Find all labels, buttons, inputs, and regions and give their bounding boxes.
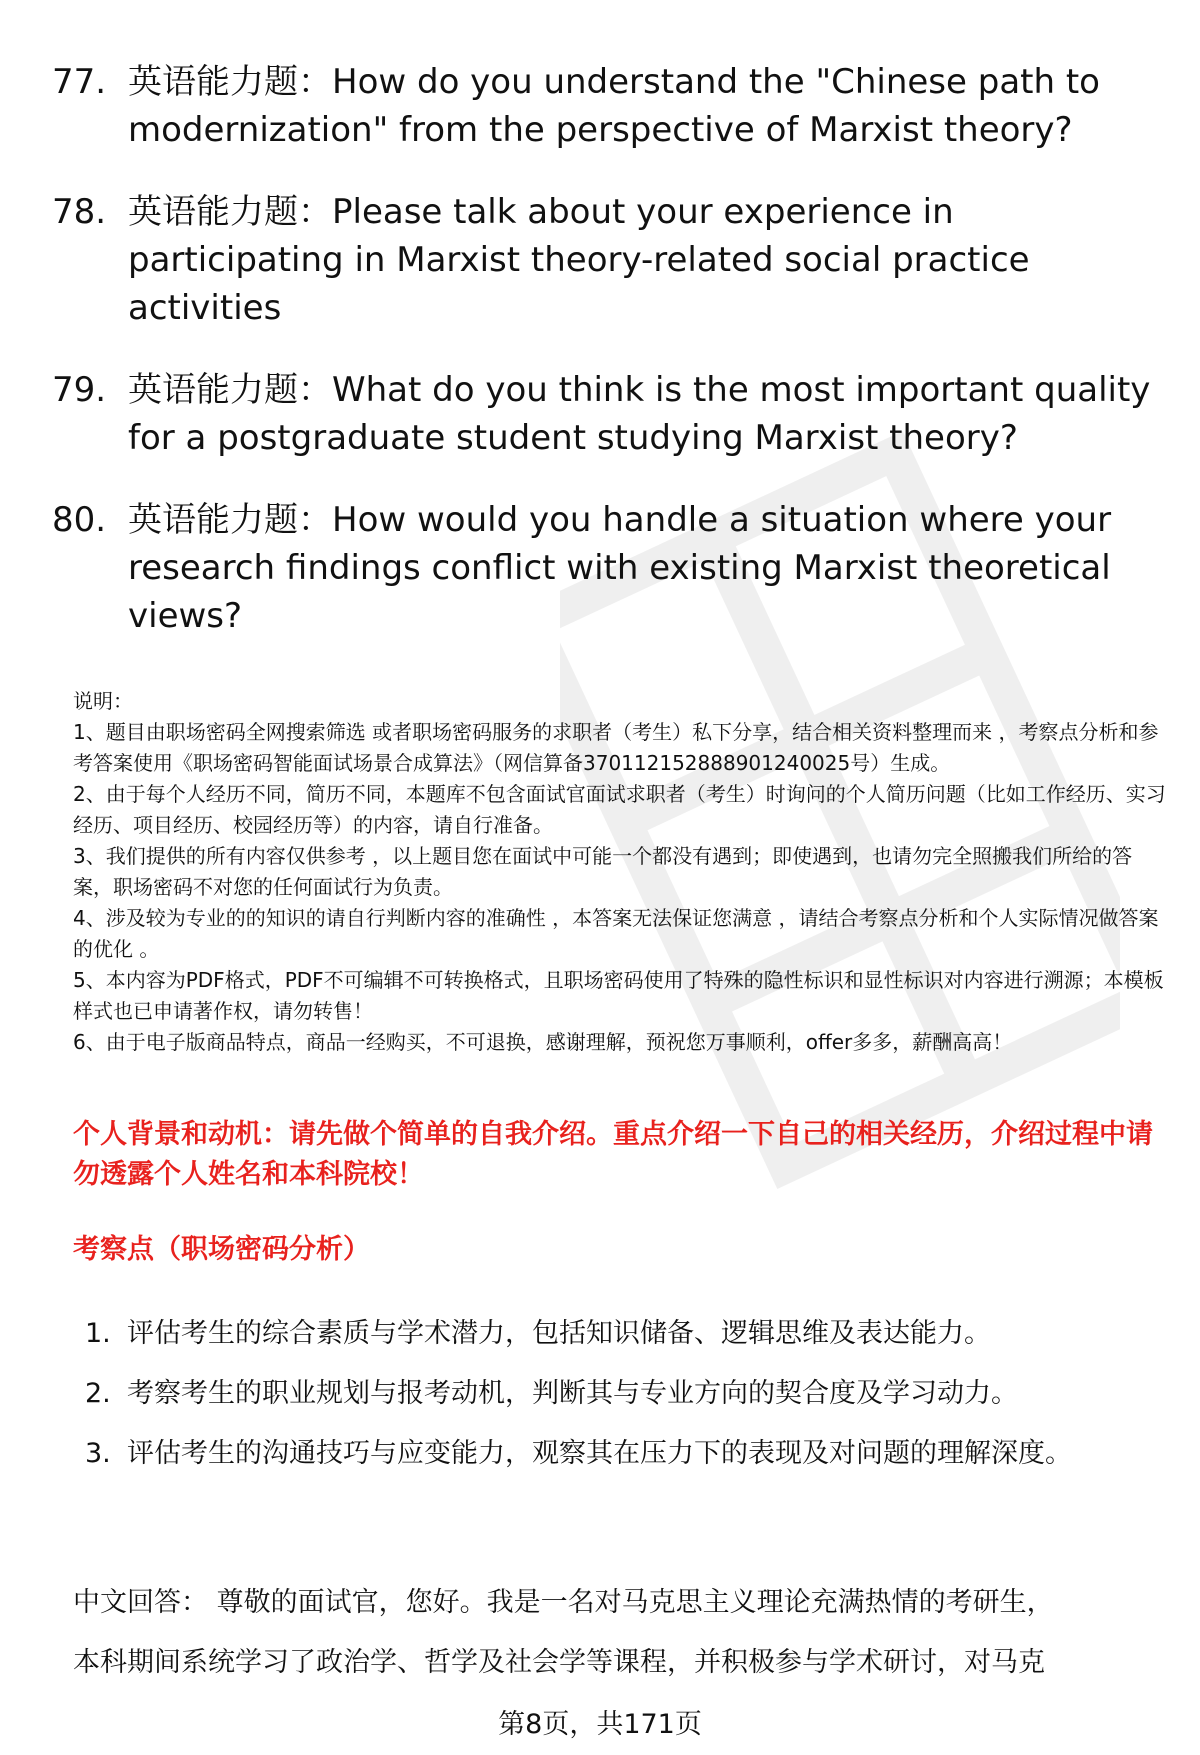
question-text: 英语能力题：How would you handle a situation where your research findings conflict with existing Marxist theoretical views? [128, 500, 1112, 636]
note-item: 2、由于每个人经历不同，简历不同，本题库不包含面试官面试求职者（考生）时询问的个人简历问题（比如工作经历、实习经历、项目经历、校园经历等）的内容，请自行准备。 [73, 782, 1166, 837]
chinese-answer [73, 1573, 1163, 1693]
notes-title: 说明： [73, 689, 133, 713]
question-number: 78. [52, 192, 107, 232]
question-heading: 个人背景和动机：请先做个简单的自我介绍。重点介绍一下自己的相关经历，介绍过程中请勿透露个人姓名和本科院校！ [73, 1119, 1153, 1190]
question-item [52, 188, 1162, 332]
question-item [52, 496, 1162, 640]
note-item: 4、涉及较为专业的的知识的请自行判断内容的准确性 ，本答案无法保证您满意 ，请结合考察点分析和个人实际情况做答案的优化 。 [73, 906, 1159, 961]
question-number: 79. [52, 370, 107, 410]
point-text: 考察考生的职业规划与报考动机，判断其与专业方向的契合度及学习动力。 [127, 1378, 1018, 1409]
question-text: 英语能力题：How do you understand the "Chinese path to modernization" from the perspective of Marxist theory? [128, 62, 1100, 150]
analysis-point [85, 1364, 1165, 1424]
question-number: 77. [52, 62, 107, 102]
question-item [52, 366, 1162, 462]
analysis-points [85, 1304, 1165, 1484]
question-list [52, 58, 1162, 674]
question-text: 英语能力题：Please talk about your experience in participating in Marxist theory-related social practice activities [128, 192, 1030, 328]
question-number: 80. [52, 500, 107, 540]
point-number: 2. [85, 1378, 111, 1409]
page-footer: 第8页，共171页 [498, 1709, 702, 1740]
question-text: 英语能力题：What do you think is the most important quality for a postgraduate student studying Marxist theory? [128, 370, 1151, 458]
point-number: 1. [85, 1318, 111, 1349]
answer-line: 中文回答： 尊敬的面试官，您好。我是一名对马克思主义理论充满热情的考研生， [73, 1587, 1054, 1618]
point-text: 评估考生的沟通技巧与应变能力，观察其在压力下的表现及对问题的理解深度。 [127, 1438, 1072, 1469]
note-item: 5、本内容为PDF格式，PDF不可编辑不可转换格式，且职场密码使用了特殊的隐性标识和显性标识对内容进行溯源；本模板样式也已申请著作权，请勿转售！ [73, 968, 1164, 1023]
note-item: 3、我们提供的所有内容仅供参考 ，以上题目您在面试中可能一个都没有遇到；即使遇到，也请勿完全照搬我们所给的答案，职场密码不对您的任何面试行为负责。 [73, 844, 1133, 899]
disclaimer-notes [73, 686, 1168, 1058]
analysis-heading: 考察点（职场密码分析） [73, 1234, 370, 1265]
analysis-point [85, 1424, 1165, 1484]
analysis-point [85, 1304, 1165, 1364]
note-item: 1、题目由职场密码全网搜索筛选 或者职场密码服务的求职者（考生）私下分享，结合相关资料整理而来 ，考察点分析和参考答案使用《职场密码智能面试场景合成算法》（网信算备370112152888901240025号）生成。 [73, 720, 1159, 775]
question-item [52, 58, 1162, 154]
answer-line: 本科期间系统学习了政治学、哲学及社会学等课程，并积极参与学术研讨，对马克 [73, 1647, 1045, 1678]
point-text: 评估考生的综合素质与学术潜力，包括知识储备、逻辑思维及表达能力。 [127, 1318, 991, 1349]
note-item: 6、由于电子版商品特点，商品一经购买，不可退换，感谢理解，预祝您万事顺利，offer多多，薪酬高高！ [73, 1030, 1013, 1054]
point-number: 3. [85, 1438, 111, 1469]
